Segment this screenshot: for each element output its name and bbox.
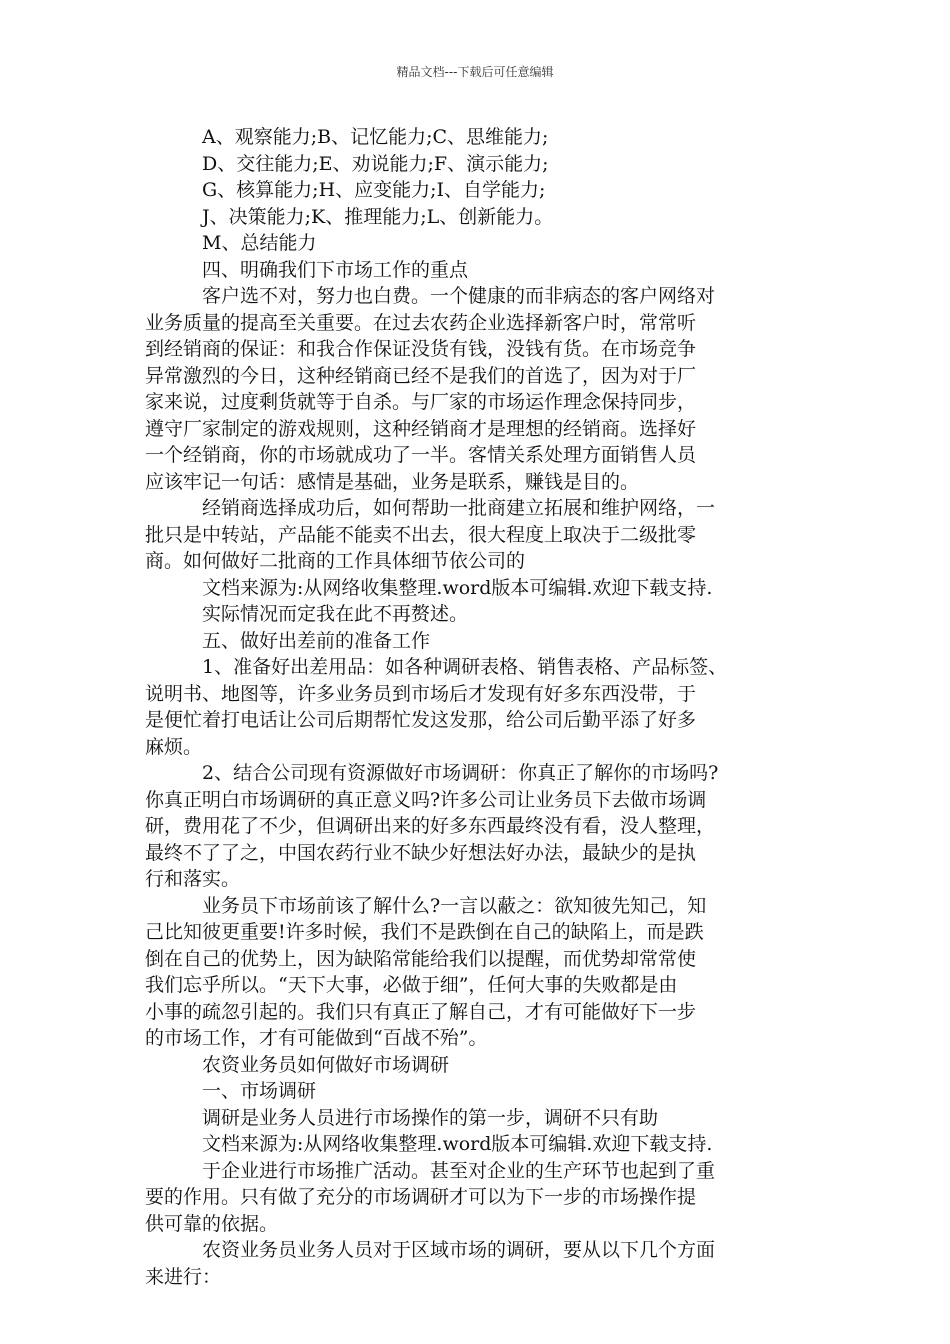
text-line: 小事的疏忽引起的。我们只有真正了解自己，才有可能做好下一步	[145, 1000, 697, 1023]
text-line: J、决策能力;K、推理能力;L、创新能力。	[202, 205, 554, 228]
text-line: 批只是中转站，产品能不能卖不出去，很大程度上取决于二级批零	[145, 523, 697, 546]
text-line: 说明书、地图等，许多业务员到市场后才发现有好多东西没带，于	[145, 682, 697, 705]
text-line: 实际情况而定我在此不再赘述。	[202, 603, 469, 625]
text-line: 业务员下市场前该了解什么?一言以蔽之：欲知彼先知己，知	[202, 894, 707, 917]
text-line: D、交往能力;E、劝说能力;F、演示能力;	[202, 152, 549, 175]
text-line: 文档来源为:从网络收集整理.word版本可编辑.欢迎下载支持.	[202, 1133, 713, 1155]
text-line: 异常激烈的今日，这种经销商已经不是我们的首选了，因为对于厂	[145, 364, 697, 387]
text-line: 客户选不对，努力也白费。一个健康的而非病态的客户网络对	[202, 285, 716, 307]
document-body	[145, 124, 815, 1290]
text-line: 经销商选择成功后，如何帮助一批商建立拓展和维护网络，一	[202, 497, 716, 519]
text-line: 1、准备好出差用品：如各种调研表格、销售表格、产品标签、	[202, 656, 728, 678]
text-line: 于企业进行市场推广活动。甚至对企业的生产环节也起到了重	[202, 1159, 716, 1182]
text-line: 到经销商的保证：和我合作保证没货有钱，没钱有货。在市场竞争	[145, 338, 697, 360]
text-line: G、核算能力;H、应变能力;I、自学能力;	[202, 179, 546, 201]
page-header: 精品文档---下载后可任意编辑	[396, 65, 554, 79]
text-line: 业务质量的提高至关重要。在过去农药企业选择新客户时，常常听	[145, 311, 697, 334]
text-line: 研，费用花了不少，但调研出来的好多东西最终没有看，没人整理，	[145, 815, 716, 837]
text-line: 供可靠的依据。	[145, 1212, 279, 1235]
text-line: 五、做好出差前的准备工作	[202, 629, 431, 652]
text-line: 行和落实。	[145, 868, 241, 890]
text-line: 家来说，过度剩货就等于自杀。与厂家的市场运作理念保持同步，	[145, 391, 697, 413]
text-line: 文档来源为:从网络收集整理.word版本可编辑.欢迎下载支持.	[202, 576, 713, 599]
text-line: A、观察能力;B、记忆能力;C、思维能力;	[202, 126, 549, 148]
text-line: 我们忘乎所以。“天下大事，必做于细”，任何大事的失败都是由	[145, 974, 678, 996]
text-line: 倒在自己的优势上，因为缺陷常能给我们以提醒，而优势却常常使	[145, 947, 697, 970]
text-line: 农资业务员业务人员对于区域市场的调研，要从以下几个方面	[202, 1239, 716, 1261]
text-line: 麻烦。	[145, 735, 203, 758]
text-line: 你真正明白市场调研的真正意义吗?许多公司让业务员下去做市场调	[145, 788, 707, 811]
text-line: 一、市场调研	[202, 1080, 317, 1102]
text-line: 己比知彼更重要!许多时候，我们不是跌倒在自己的缺陷上，而是跌	[145, 921, 704, 943]
text-line: 应该牢记一句话：感情是基础，业务是联系，赚钱是目的。	[145, 470, 640, 493]
text-line: 的市场工作，才有可能做到“百战不殆”。	[145, 1027, 488, 1049]
text-line: 来进行：	[145, 1265, 222, 1288]
text-line: 要的作用。只有做了充分的市场调研才可以为下一步的市场操作提	[145, 1186, 697, 1208]
text-line: 农资业务员如何做好市场调研	[202, 1053, 450, 1076]
text-line: 调研是业务人员进行市场操作的第一步，调研不只有助	[202, 1106, 659, 1129]
text-line: 四、明确我们下市场工作的重点	[202, 258, 469, 281]
text-line: M、总结能力	[202, 232, 317, 254]
text-line: 遵守厂家制定的游戏规则，这种经销商才是理想的经销商。选择好	[145, 417, 697, 440]
text-line: 是便忙着打电话让公司后期帮忙发这发那，给公司后勤平添了好多	[145, 709, 697, 731]
text-line: 商。如何做好二批商的工作具体细节依公司的	[145, 550, 526, 572]
text-line: 最终不了了之，中国农药行业不缺少好想法好办法，最缺少的是执	[145, 841, 697, 864]
text-line: 一个经销商，你的市场就成功了一半。客情关系处理方面销售人员	[145, 444, 697, 466]
text-line: 2、结合公司现有资源做好市场调研：你真正了解你的市场吗?	[202, 762, 719, 784]
